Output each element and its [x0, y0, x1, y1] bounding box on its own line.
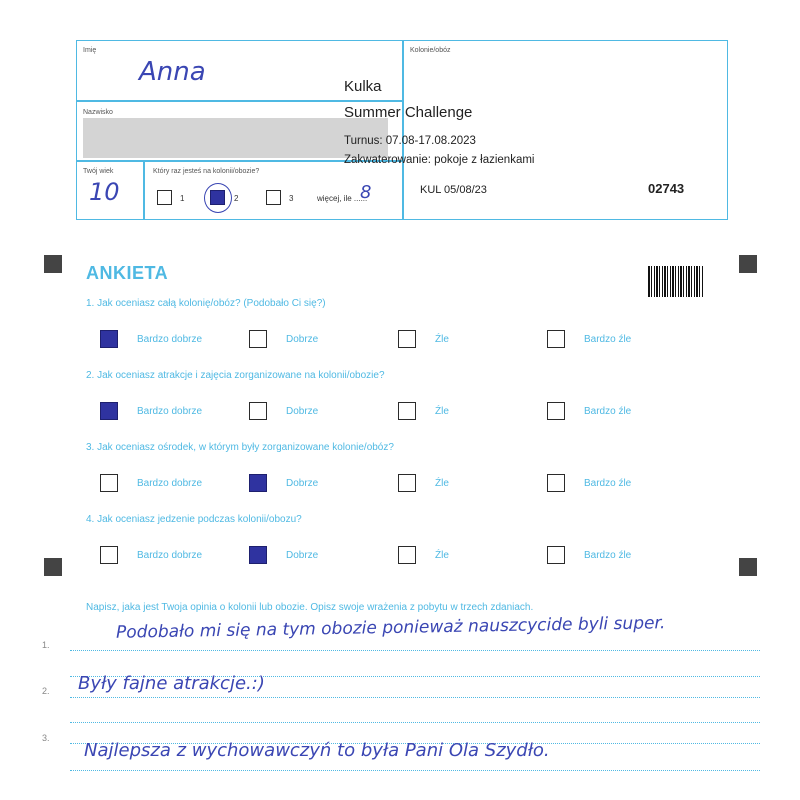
rating-checkbox[interactable] [100, 546, 118, 564]
rating-checkbox[interactable] [398, 474, 416, 492]
question-text: 3. Jak oceniasz ośrodek, w którym były zorganizowane kolonie/obóz? [86, 442, 394, 453]
registration-marker [739, 255, 757, 273]
question-text: 1. Jak oceniasz całą kolonię/obóz? (Podobało Ci się?) [86, 298, 326, 309]
form-number: 02743 [648, 181, 685, 196]
rating-option-label: Bardzo źle [584, 478, 632, 489]
question-text: 4. Jak oceniasz jedzenie podczas kolonii/obozu? [86, 514, 302, 525]
rating-checkbox[interactable] [100, 474, 118, 492]
divider [402, 41, 404, 219]
name-field[interactable]: Anna [139, 57, 206, 87]
rating-option-label: Bardzo dobrze [137, 334, 203, 345]
surname-label: Nazwisko [83, 109, 113, 116]
question-text: 2. Jak oceniasz atrakcje i zajęcia zorganizowane na kolonii/obozie? [86, 370, 385, 381]
times-option-label: 3 [289, 194, 294, 203]
rating-option-label: Dobrze [286, 478, 319, 489]
line-number: 2. [42, 686, 50, 696]
divider [77, 100, 402, 102]
answer-2[interactable]: Były fajne atrakcje.:) [78, 673, 265, 694]
survey-title: ANKIETA [86, 263, 169, 283]
camp-code: KUL 05/08/23 [420, 184, 487, 196]
registration-marker [44, 255, 62, 273]
name-label: Imię [83, 47, 97, 54]
answer-line [70, 650, 760, 651]
answer-line [70, 722, 760, 723]
line-number: 1. [42, 640, 50, 650]
rating-checkbox[interactable] [249, 402, 267, 420]
rating-checkbox[interactable] [249, 546, 267, 564]
accommodation-text: Zakwaterowanie: pokoje z łazienkami [344, 154, 535, 166]
rating-checkbox[interactable] [100, 330, 118, 348]
rating-checkbox[interactable] [398, 546, 416, 564]
registration-marker [44, 558, 62, 576]
age-field[interactable]: 10 [89, 178, 120, 206]
rating-option-label: Źle [435, 550, 449, 561]
rating-option-label: Bardzo dobrze [137, 550, 203, 561]
divider [143, 160, 145, 220]
opinion-prompt: Napisz, jaka jest Twoja opinia o kolonii lub obozie. Opisz swoje wrażenia z pobytu w trzech zdaniach. [86, 602, 534, 613]
rating-checkbox[interactable] [547, 474, 565, 492]
camp-subtitle: Summer Challenge [344, 104, 473, 121]
rating-option-label: Dobrze [286, 334, 319, 345]
rating-option-label: Bardzo dobrze [137, 406, 203, 417]
line-number: 3. [42, 733, 50, 743]
rating-option-label: Bardzo źle [584, 406, 632, 417]
rating-option-label: Bardzo dobrze [137, 478, 203, 489]
times-checkbox-1[interactable] [157, 190, 172, 205]
times-label: Który raz jesteś na kolonii/obozie? [153, 168, 260, 175]
rating-checkbox[interactable] [547, 402, 565, 420]
answer-1[interactable]: Podobało mi się na tym obozie ponieważ nauszcycide byli super. [115, 613, 666, 643]
rating-option-label: Źle [435, 478, 449, 489]
barcode [648, 266, 704, 297]
personal-info-box [76, 40, 728, 220]
turnus-text: Turnus: 07.08-17.08.2023 [344, 135, 476, 147]
more-field[interactable]: 8 [360, 182, 372, 203]
answer-line [70, 770, 760, 771]
rating-checkbox[interactable] [249, 330, 267, 348]
rating-checkbox[interactable] [249, 474, 267, 492]
times-checkbox-3[interactable] [266, 190, 281, 205]
registration-marker [739, 558, 757, 576]
answer-line [70, 697, 760, 698]
rating-option-label: Dobrze [286, 406, 319, 417]
rating-checkbox[interactable] [547, 546, 565, 564]
rating-checkbox[interactable] [398, 402, 416, 420]
camp-label: Kolonie/obóz [410, 47, 451, 54]
redacted-surname [83, 118, 388, 158]
rating-option-label: Bardzo źle [584, 550, 632, 561]
circle-mark [204, 183, 232, 213]
times-option-label: 2 [234, 194, 239, 203]
rating-option-label: Źle [435, 406, 449, 417]
rating-checkbox[interactable] [398, 330, 416, 348]
rating-option-label: Dobrze [286, 550, 319, 561]
age-label: Twój wiek [83, 168, 114, 175]
answer-3[interactable]: Najlepsza z wychowawczyń to była Pani Ola Szydło. [84, 740, 550, 761]
rating-option-label: Źle [435, 334, 449, 345]
times-option-label: 1 [180, 194, 185, 203]
rating-checkbox[interactable] [100, 402, 118, 420]
camp-name: Kulka [344, 78, 382, 95]
rating-checkbox[interactable] [547, 330, 565, 348]
rating-option-label: Bardzo źle [584, 334, 632, 345]
more-label: więcej, ile ...... [317, 194, 368, 203]
